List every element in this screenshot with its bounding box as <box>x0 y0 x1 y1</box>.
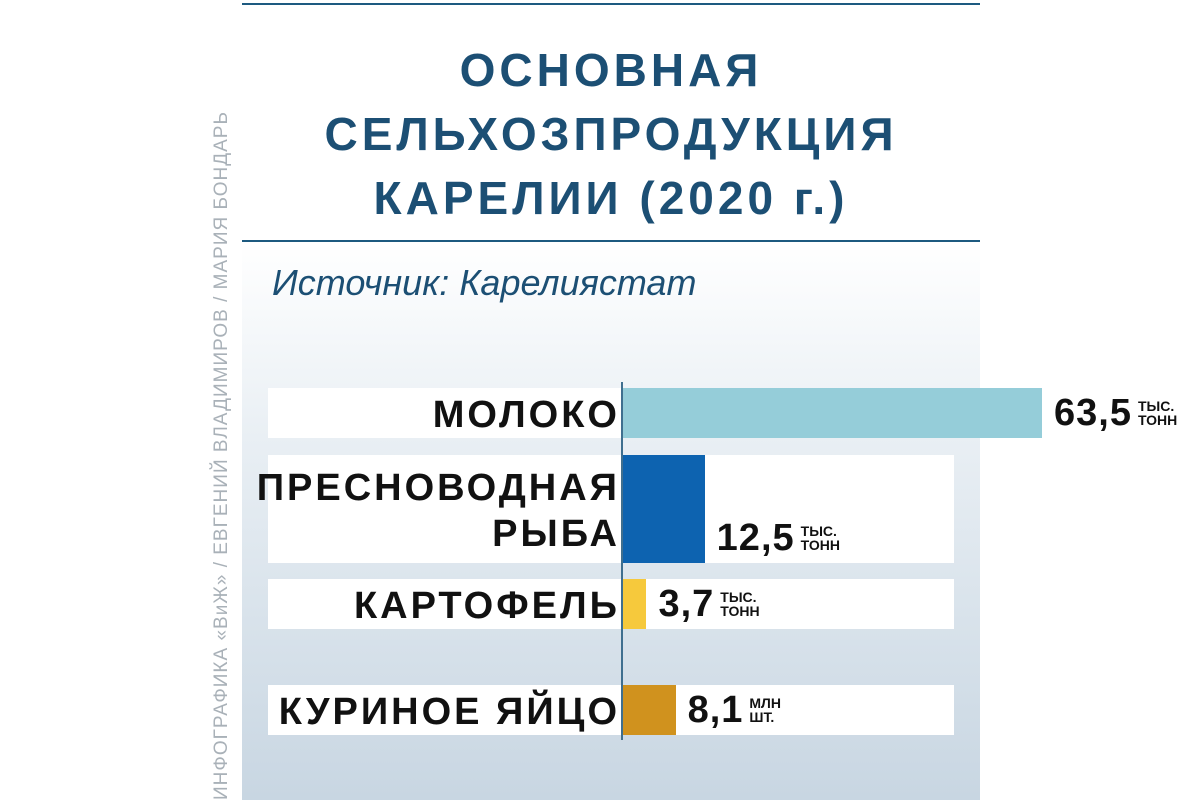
unit-line: ТЫС. <box>720 589 757 605</box>
data-label-unit <box>749 696 781 724</box>
title-line: ОСНОВНАЯ <box>459 44 763 96</box>
data-label <box>688 685 781 735</box>
data-label <box>1054 388 1177 438</box>
chart-axis <box>621 382 623 740</box>
unit-line: ШТ. <box>749 709 775 725</box>
bar-label <box>279 689 620 735</box>
data-label-value: 8,1 <box>687 688 744 731</box>
bar-label <box>257 465 620 557</box>
unit-line: ТЫС. <box>1137 398 1175 414</box>
bar-label-line: КУРИНОЕ ЯЙЦО <box>278 691 620 733</box>
bar-label-line: РЫБА <box>492 513 620 555</box>
data-label-unit <box>720 590 759 618</box>
source-text: Источник: Карелиястат <box>272 262 697 303</box>
bar <box>622 388 1042 438</box>
unit-line: ТОНН <box>800 537 840 553</box>
bar-label-line: ПРЕСНОВОДНАЯ <box>256 467 620 509</box>
unit-line: МЛН <box>749 695 781 711</box>
unit-line: ТЫС. <box>800 523 837 539</box>
data-label-unit <box>801 524 840 552</box>
bar-label-line: КАРТОФЕЛЬ <box>353 585 620 627</box>
infographic-panel <box>242 0 1178 800</box>
top-rule <box>242 3 980 5</box>
bar <box>622 455 705 563</box>
bar-label <box>354 583 620 629</box>
credit-text: ИНФОГРАФИКА «ВиЖ» / ЕВГЕНИЙ ВЛАДИМИРОВ / МАРИЯ БОНДАРЬ <box>211 111 232 800</box>
unit-line: ТОНН <box>720 603 760 619</box>
bar-label <box>433 392 620 438</box>
data-label <box>717 513 840 563</box>
title-line: КАРЕЛИИ (2020 г.) <box>373 172 849 224</box>
data-label-unit <box>1138 399 1177 427</box>
data-label-value: 63,5 <box>1054 391 1132 434</box>
data-label-value: 3,7 <box>658 582 715 625</box>
data-label-value: 12,5 <box>716 516 795 559</box>
unit-line: ТОНН <box>1137 412 1178 428</box>
title-line: СЕЛЬХОЗПРОДУКЦИЯ <box>324 108 898 160</box>
chart-title <box>242 38 980 230</box>
bar-label-line: МОЛОКО <box>432 394 620 436</box>
bar <box>622 685 676 735</box>
bar <box>622 579 646 629</box>
data-label <box>658 579 759 629</box>
